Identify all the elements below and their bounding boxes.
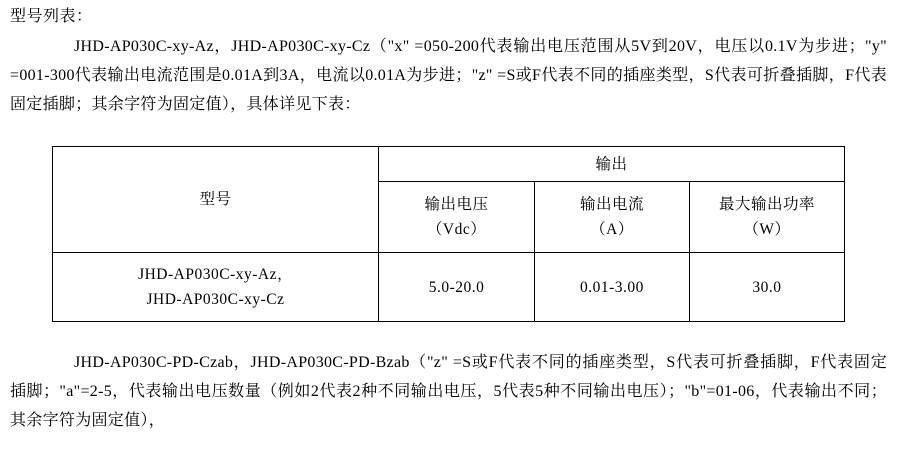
header-line-1: 输出电流 xyxy=(579,196,644,213)
table-header-output-current xyxy=(535,182,690,253)
table-header-max-output-power xyxy=(689,182,844,253)
header-line-2: （Vdc） xyxy=(426,221,487,238)
table-cell-model xyxy=(53,253,379,322)
header-line-2: （A） xyxy=(590,221,634,238)
table-cell-output-current: 0.01-3.00 xyxy=(535,253,690,322)
table-row xyxy=(53,253,845,322)
table-header-model: 型号 xyxy=(53,147,379,253)
table-header-output-group: 输出 xyxy=(379,147,845,182)
header-line-1: 输出电压 xyxy=(424,196,489,213)
specification-table xyxy=(52,146,845,322)
header-line-1: 最大输出功率 xyxy=(718,196,815,213)
page-title: 型号列表： xyxy=(10,8,93,25)
table-header-output-voltage xyxy=(379,182,535,253)
paragraph-model-list-b: JHD-AP030C-PD-Czab，JHD-AP030C-PD-Bzab（"z" =S或F代表不同的插座类型，S代表可折叠插脚，F代表固定插脚；"a"=2-5，代表输出电压数量（例如2代表2种不同输出电压，5代表5种不同输出电压）；"b"=01-06，代表输出不同；其余字符为固定值）， xyxy=(10,354,887,429)
table-cell-output-voltage: 5.0-20.0 xyxy=(379,253,535,322)
model-line-1: JHD-AP030C-xy-Az， xyxy=(138,266,293,283)
table-cell-max-output-power: 30.0 xyxy=(689,253,844,322)
model-line-2: JHD-AP030C-xy-Cz xyxy=(146,291,285,308)
header-line-2: （W） xyxy=(743,221,791,238)
table-row xyxy=(53,147,845,182)
paragraph-model-list-a: JHD-AP030C-xy-Az，JHD-AP030C-xy-Cz（"x" =050-200代表输出电压范围从5V到20V，电压以0.1V为步进；"y" =001-300代表输出电流范围是0.01A到3A，电流以0.01A为步进；"z" =S或F代表不同的插座类型，S代表可折叠插脚，F代表固定插脚；其余字符为固定值），具体详见下表： xyxy=(10,38,887,113)
